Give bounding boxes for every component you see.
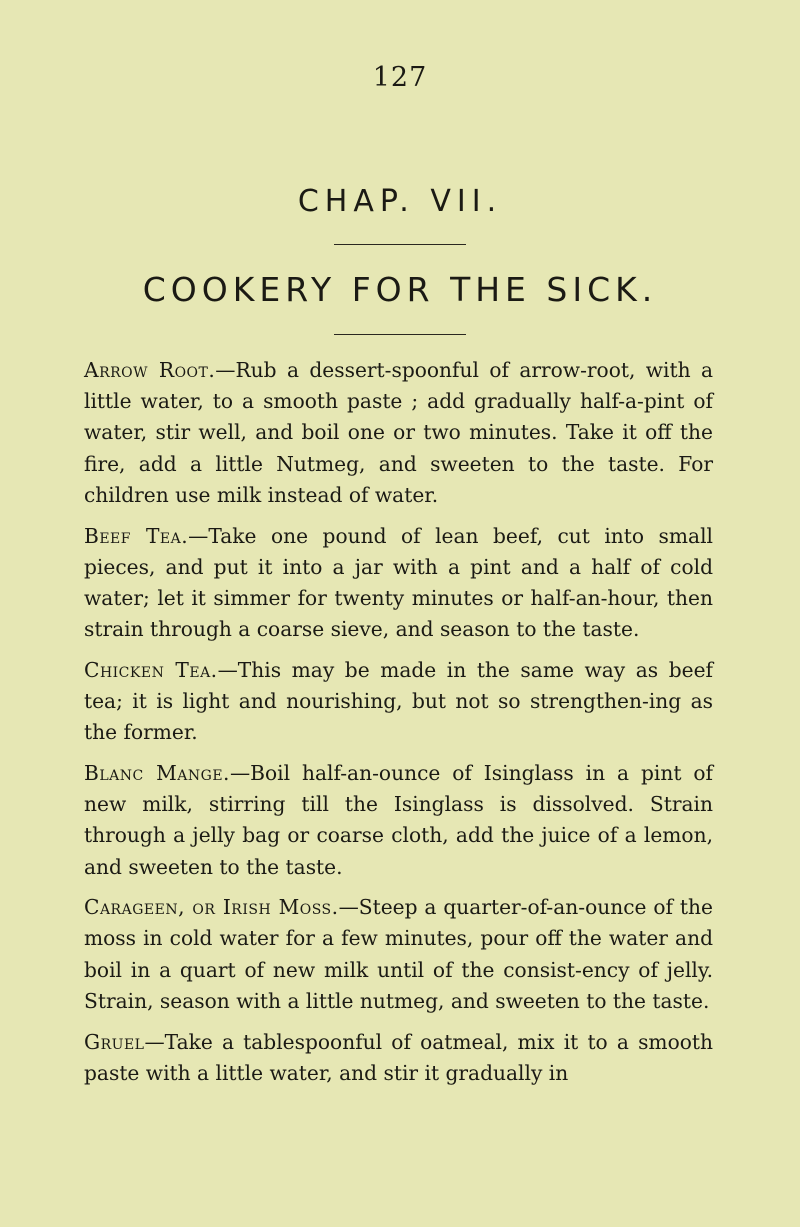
recipe-name: Chicken Tea.	[84, 657, 218, 682]
recipe-arrow-root	[84, 355, 713, 511]
recipe-name: Arrow Root.	[84, 358, 216, 382]
recipe-text: —Take one pound of lean beef, cut into small pieces, and put it into a jar with a pint and a half of cold water; let it simmer for twenty minutes or half-an-hour, then strain through a coarse sieve, and season to the taste.	[84, 523, 713, 642]
recipe-name: Carageen, or Irish Moss.	[84, 895, 339, 920]
section-title: COOKERY FOR THE SICK.	[142, 270, 658, 309]
recipe-text: —Rub a dessert-spoonful of arrow-root, with a little water, to a smooth paste ; add gradually half-a-pint of water, stir well, and boil one or two minutes. Take it off the fire, add a little Nutmeg, and sweeten to the taste. For children use milk instead of water.	[84, 358, 713, 507]
recipe-text: —This may be made in the same way as beef tea; it is light and nourishing, but not so strengthen-ing as the former.	[84, 657, 713, 745]
recipe-gruel	[84, 1027, 713, 1089]
recipe-chicken-tea	[84, 655, 713, 749]
recipe-blanc-mange	[84, 758, 713, 883]
chapter-heading: CHAP. VII.	[297, 184, 503, 219]
recipe-text: —Take a tablespoonful of oatmeal, mix it to a smooth paste with a little water, and stir it gradually in	[84, 1029, 713, 1085]
page-number: 127	[372, 62, 428, 93]
recipe-text: —Boil half-an-ounce of Isinglass in a pint of new milk, stirring till the Isinglass is dissolved. Strain through a jelly bag or coarse cloth, add the juice of a lemon, and sweeten to the taste.	[84, 760, 713, 879]
divider-rule-bottom	[334, 334, 466, 335]
recipe-text: —Steep a quarter-of-an-ounce of the moss in cold water for a few minutes, pour off the water and boil in a quart of new milk until of the consist-ency of jelly. Strain, season with a little nutmeg, and sweeten to the taste.	[84, 895, 713, 1013]
recipe-carageen	[84, 892, 713, 1017]
divider-rule-top	[334, 244, 466, 245]
recipe-name: Gruel	[84, 1029, 145, 1054]
recipe-beef-tea	[84, 521, 713, 646]
recipe-name: Beef Tea.	[84, 523, 189, 548]
recipe-list	[84, 355, 713, 1098]
recipe-name: Blanc Mange.	[84, 760, 230, 785]
